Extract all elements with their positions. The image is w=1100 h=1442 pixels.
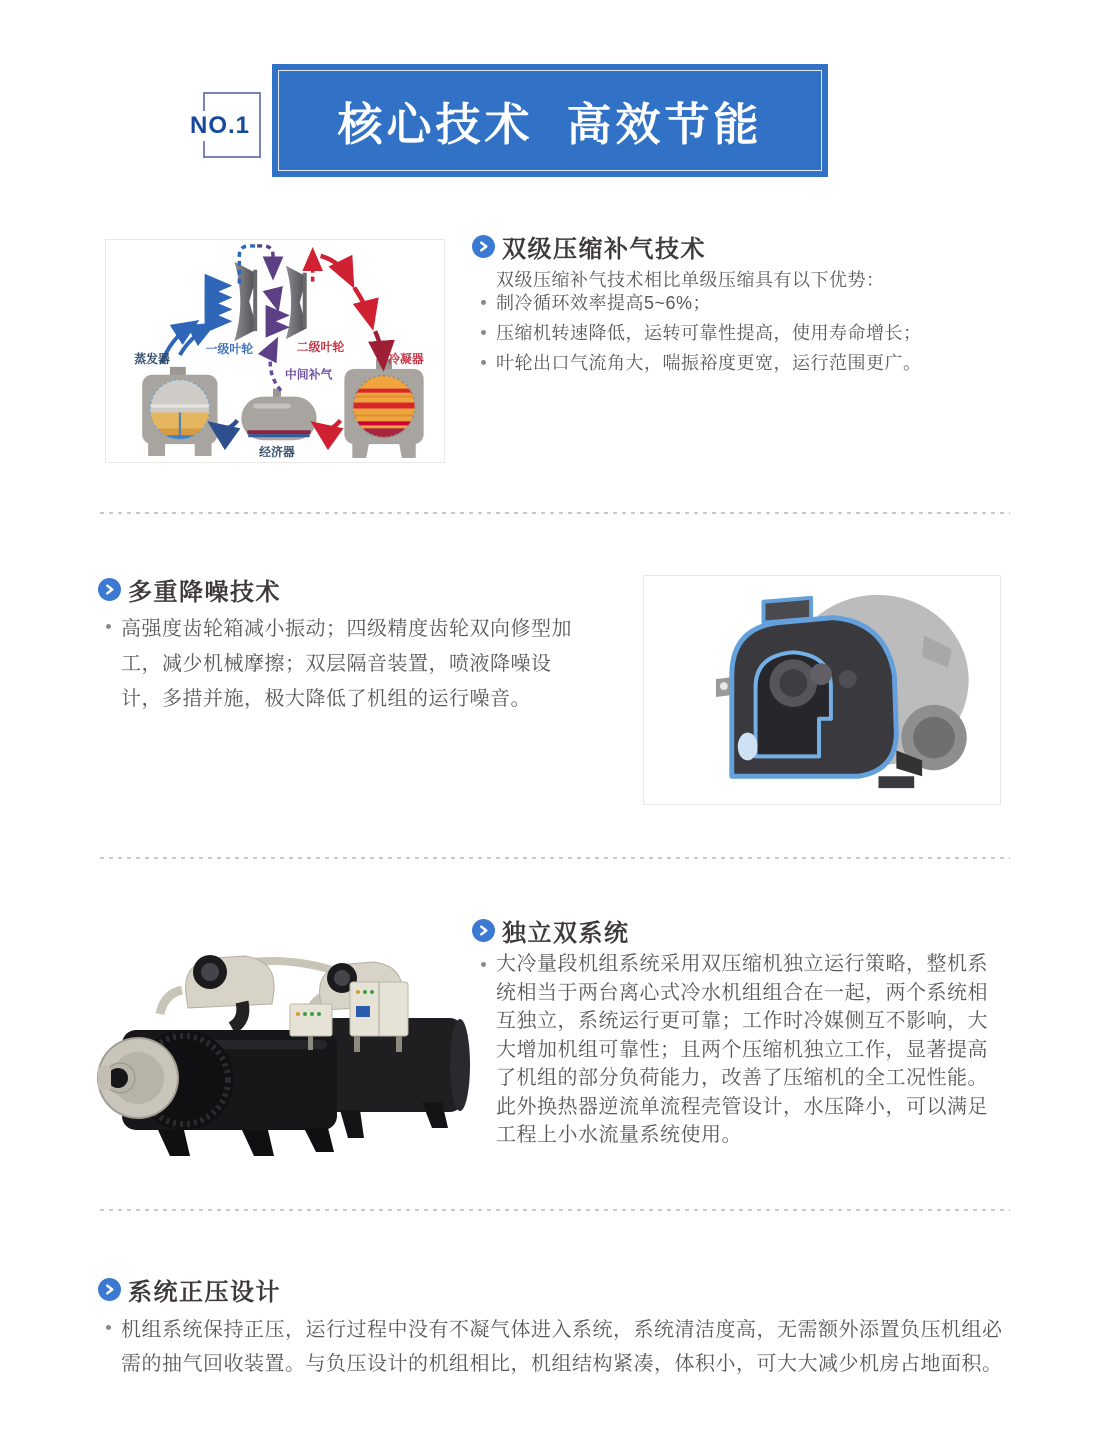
section-divider [100, 512, 1010, 514]
list-item [479, 288, 1054, 318]
chevron-circle-icon [472, 235, 495, 258]
list-item [479, 348, 1054, 378]
compressor-1 [186, 955, 275, 1028]
list-item [479, 950, 991, 1150]
section-title: 独立双系统 [502, 920, 630, 947]
dual-compression-bullets [479, 288, 1054, 378]
section-title: 系统正压设计 [128, 1279, 281, 1306]
gearbox-cutaway-image [643, 575, 1001, 805]
evaporator-vessel [142, 367, 217, 456]
economizer-vessel [241, 389, 316, 441]
list-item [479, 318, 1054, 348]
chevron-circle-icon [98, 1278, 121, 1301]
section-divider [100, 1209, 1010, 1211]
chevron-circle-icon [98, 578, 121, 601]
condenser-vessel [344, 359, 423, 458]
chevron-circle-icon [472, 919, 495, 942]
chiller-unit-image [92, 930, 477, 1175]
section-dual-system-header [472, 913, 630, 948]
condenser-label: 冷凝器 [387, 351, 424, 366]
bullet-text: 压缩机转速降低，运转可靠性提高，使用寿命增长； [496, 323, 922, 343]
bullet-text: 高强度齿轮箱减小振动；四级精度齿轮双向修型加工，减少机械摩擦；双层隔音装置，喷液降噪设计，多措并施，极大降低了机组的运行噪音。 [121, 618, 572, 710]
cycle-diagram [106, 240, 444, 462]
bullet-dot [479, 348, 496, 378]
bullet-dot [479, 288, 496, 318]
dual-system-bullets [479, 950, 991, 1150]
bullet-text: 叶轮出口气流角大，喘振裕度更宽，运行范围更广。 [496, 353, 922, 373]
economizer-label: 经济器 [259, 445, 295, 460]
section-noise-header [98, 572, 281, 607]
first-impeller-label: 一级叶轮 [205, 341, 254, 356]
cycle-diagram-image [105, 239, 445, 463]
bullet-dot [479, 950, 496, 1150]
bullet-text: 制冷循环效率提高5~6%； [496, 293, 712, 313]
section-title: 多重降噪技术 [128, 579, 281, 606]
section-divider [100, 857, 1010, 859]
section-intro: 双级压缩补气技术相比单级压缩具有以下优势： [496, 270, 885, 290]
chiller-illustration [92, 930, 477, 1175]
no1-badge: NO.1 [186, 111, 254, 141]
list-item [104, 612, 576, 717]
section-positive-pressure-header [98, 1272, 281, 1307]
page-title: 核心技术 高效节能 [337, 99, 763, 150]
section-title: 双级压缩补气技术 [502, 236, 706, 263]
bullet-dot [104, 1313, 121, 1381]
bullet-text: 大冷量段机组系统采用双压缩机独立运行策略，整机系统相当于两台离心式冷水机组组合在一起，两个系统相互独立，系统运行更可靠；工作时冷媒侧互不影响，大大增加机组可靠性；且两个压缩机独立工作，显著提高了机组的部分负荷能力，改善了压缩机的全工况性能。此外换热器逆流单流程壳管设计，水压降小，可以满足工程上小水流量系统使用。 [496, 953, 988, 1146]
header-banner [272, 64, 828, 177]
gearbox-illustration [644, 576, 1000, 804]
list-item [104, 1313, 1006, 1381]
second-impeller-label: 二级叶轮 [296, 340, 345, 354]
positive-pressure-bullets [104, 1313, 1006, 1381]
bullet-text: 机组系统保持正压，运行过程中没有不凝气体进入系统，系统清洁度高，无需额外添置负压机组必需的抽气回收装置。与负压设计的机组相比，机组结构紧凑，体积小，可大大减少机房占地面积。 [121, 1319, 1003, 1375]
interstage-gas-label: 中间补气 [284, 367, 333, 382]
section-dual-compression-header [472, 229, 706, 264]
bullet-dot [104, 612, 121, 717]
evaporator-label: 蒸发器 [134, 351, 170, 366]
bullet-dot [479, 318, 496, 348]
banner-inner-frame [278, 70, 822, 171]
second-stage-impeller [286, 266, 307, 339]
noise-bullets [104, 612, 576, 717]
